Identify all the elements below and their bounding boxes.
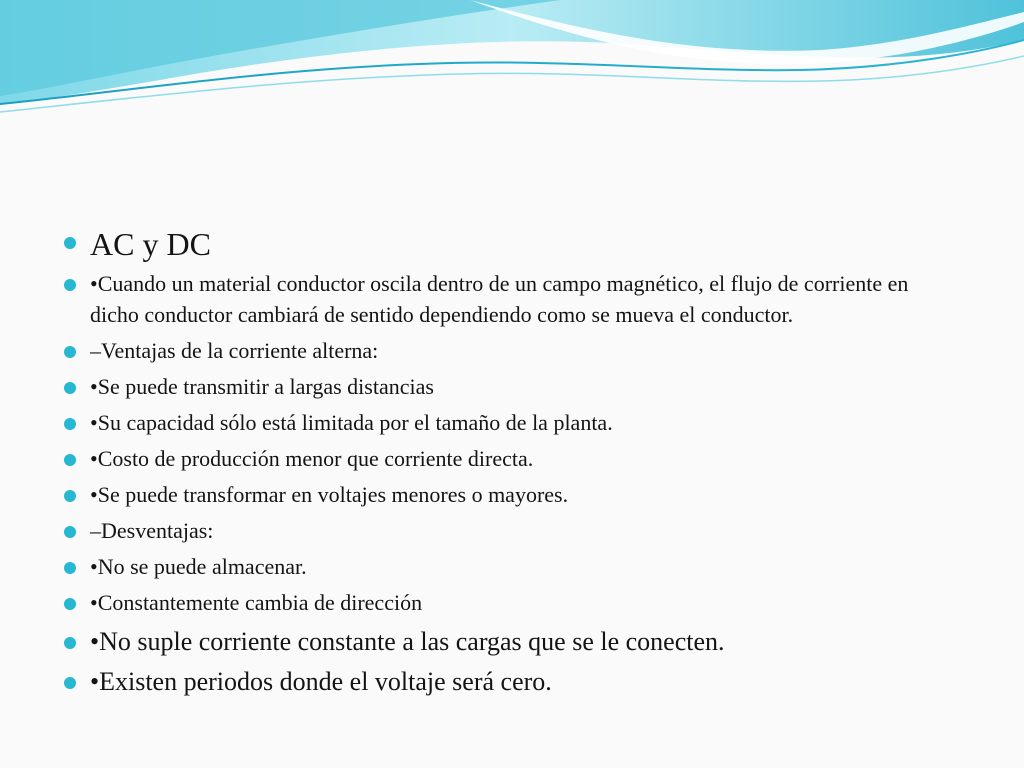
bullet-dot-icon <box>64 490 76 502</box>
list-item <box>62 407 962 438</box>
bullet-dot-icon <box>64 237 76 249</box>
slide-title <box>62 222 962 266</box>
bullet-dot-icon <box>64 637 76 649</box>
bullet-dot-icon <box>64 677 76 689</box>
slide-content <box>62 222 962 704</box>
list-item <box>62 479 962 510</box>
bullet-dot-icon <box>64 346 76 358</box>
bullet-dot-icon <box>64 454 76 466</box>
list-item-large <box>62 624 962 660</box>
list-item-text: •Cuando un material conductor oscila dentro de un campo magnético, el flujo de corriente en dicho conductor cambiará de sentido dependiendo como se mueva el conductor. <box>90 271 909 327</box>
bullet-dot-icon <box>64 562 76 574</box>
list-item-text: •Su capacidad sólo está limitada por el tamaño de la planta. <box>90 410 613 435</box>
list-item-text: •Existen periodos donde el voltaje será cero. <box>90 667 552 696</box>
list-item-text: •Constantemente cambia de dirección <box>90 590 423 615</box>
list-item-text: •No suple corriente constante a las cargas que se le conecten. <box>90 627 725 656</box>
list-item-text: –Ventajas de la corriente alterna: <box>90 338 379 363</box>
list-item-text: •No se puede almacenar. <box>90 554 307 579</box>
bullet-dot-icon <box>64 279 76 291</box>
list-item <box>62 443 962 474</box>
list-item-text: •Costo de producción menor que corriente directa. <box>90 446 534 471</box>
list-item-large <box>62 664 962 700</box>
list-item <box>62 587 962 618</box>
bullet-dot-icon <box>64 598 76 610</box>
list-item-text: –Desventajas: <box>90 518 214 543</box>
list-item <box>62 515 962 546</box>
bullet-list <box>62 222 962 700</box>
list-item <box>62 371 962 402</box>
slide-title-text: AC y DC <box>90 226 211 262</box>
list-item <box>62 551 962 582</box>
list-item-text: •Se puede transmitir a largas distancias <box>90 374 434 399</box>
list-item-text: •Se puede transformar en voltajes menores o mayores. <box>90 482 569 507</box>
list-item <box>62 335 962 366</box>
decorative-wave-header <box>0 0 1024 130</box>
list-item <box>62 268 962 330</box>
bullet-dot-icon <box>64 526 76 538</box>
bullet-dot-icon <box>64 382 76 394</box>
bullet-dot-icon <box>64 418 76 430</box>
